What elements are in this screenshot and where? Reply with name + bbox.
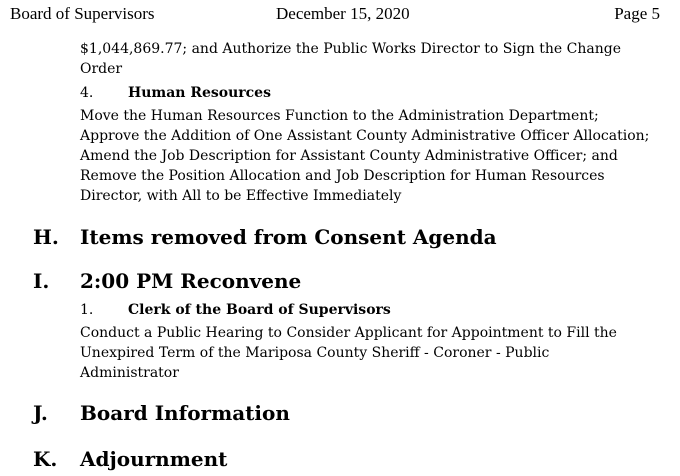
item-4-heading bbox=[80, 83, 271, 103]
paragraph-line: $1,044,869.77; and Authorize the Public Works Director to Sign the Change bbox=[80, 41, 621, 57]
paragraph-line: Move the Human Resources Function to the Administration Department; bbox=[80, 108, 599, 124]
paragraph-line: Administrator bbox=[80, 365, 179, 381]
paragraph-line: Approve the Addition of One Assistant County Administrative Officer Allocation; bbox=[80, 128, 650, 144]
item-number: 4. bbox=[80, 85, 94, 101]
paragraph-line: Unexpired Term of the Mariposa County Sheriff - Coroner - Public bbox=[80, 345, 550, 361]
paragraph-line: Remove the Position Allocation and Job Description for Human Resources bbox=[80, 168, 605, 184]
paragraph-line: Order bbox=[80, 61, 123, 77]
section-title: Adjournment bbox=[80, 447, 228, 471]
item-title: Clerk of the Board of Supervisors bbox=[128, 302, 391, 318]
item-i1-heading bbox=[80, 300, 391, 320]
section-letter: K. bbox=[33, 447, 58, 471]
section-title: Items removed from Consent Agenda bbox=[80, 225, 497, 249]
item-4-description bbox=[80, 106, 670, 206]
header-page-number: Page 5 bbox=[614, 4, 660, 23]
section-title: Board Information bbox=[80, 401, 290, 425]
section-h-heading bbox=[33, 224, 497, 250]
header-board-name: Board of Supervisors bbox=[10, 4, 155, 23]
item-i1-description bbox=[80, 323, 670, 383]
continuation-paragraph bbox=[80, 39, 670, 79]
item-title: Human Resources bbox=[128, 85, 271, 101]
header-date: December 15, 2020 bbox=[276, 4, 410, 23]
section-letter: I. bbox=[33, 269, 50, 293]
paragraph-line: Amend the Job Description for Assistant County Administrative Officer; and bbox=[80, 148, 618, 164]
section-letter: J. bbox=[33, 401, 48, 425]
section-i-heading bbox=[33, 268, 301, 294]
item-number: 1. bbox=[80, 302, 94, 318]
section-title: 2:00 PM Reconvene bbox=[80, 269, 302, 293]
paragraph-line: Director, with All to be Effective Immediately bbox=[80, 188, 402, 204]
section-letter: H. bbox=[33, 225, 59, 249]
paragraph-line: Conduct a Public Hearing to Consider Applicant for Appointment to Fill the bbox=[80, 325, 617, 341]
section-k-heading bbox=[33, 446, 227, 472]
section-j-heading bbox=[33, 400, 290, 426]
